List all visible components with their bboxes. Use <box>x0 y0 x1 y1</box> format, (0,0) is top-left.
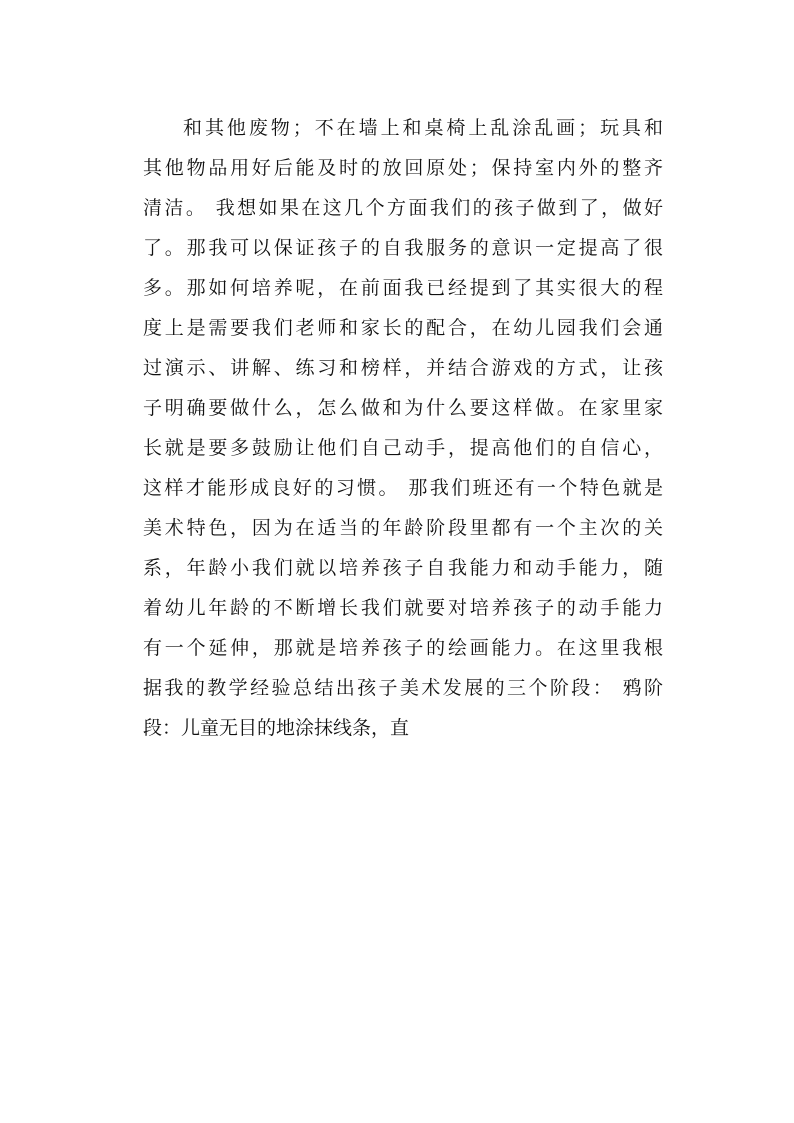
text-line: 系，年龄小我们就以培养孩子自我能力和动手能力，随 <box>143 557 663 579</box>
text-line: 过演示、讲解、练习和榜样，并结合游戏的方式，让孩 <box>143 357 663 379</box>
text-line: 其他物品用好后能及时的放回原处；保持室内外的整齐 <box>143 157 663 179</box>
text-line: 据我的教学经验总结出孩子美术发展的三个阶段： 鸦阶 <box>143 677 663 699</box>
text-line: 和其他废物；不在墙上和桌椅上乱涂乱画；玩具和 <box>183 117 663 139</box>
text-line: 有一个延伸，那就是培养孩子的绘画能力。在这里我根 <box>143 637 663 659</box>
text-line: 多。那如何培养呢，在前面我已经提到了其实很大的程 <box>143 277 663 299</box>
text-line: 子明确要做什么，怎么做和为什么要这样做。在家里家 <box>143 397 663 419</box>
text-line: 着幼儿年龄的不断增长我们就要对培养孩子的动手能力 <box>143 597 663 619</box>
text-line: 度上是需要我们老师和家长的配合，在幼儿园我们会通 <box>143 317 663 339</box>
text-line: 段：儿童无目的地涂抹线条，直 <box>143 717 410 739</box>
text-line: 长就是要多鼓励让他们自己动手，提高他们的自信心， <box>143 437 663 459</box>
body-paragraph <box>143 108 663 748</box>
text-line: 了。那我可以保证孩子的自我服务的意识一定提高了很 <box>143 237 663 259</box>
text-line: 美术特色，因为在适当的年龄阶段里都有一个主次的关 <box>143 517 663 539</box>
text-line: 清洁。 我想如果在这几个方面我们的孩子做到了，做好 <box>143 197 663 219</box>
text-line: 这样才能形成良好的习惯。 那我们班还有一个特色就是 <box>143 477 663 499</box>
